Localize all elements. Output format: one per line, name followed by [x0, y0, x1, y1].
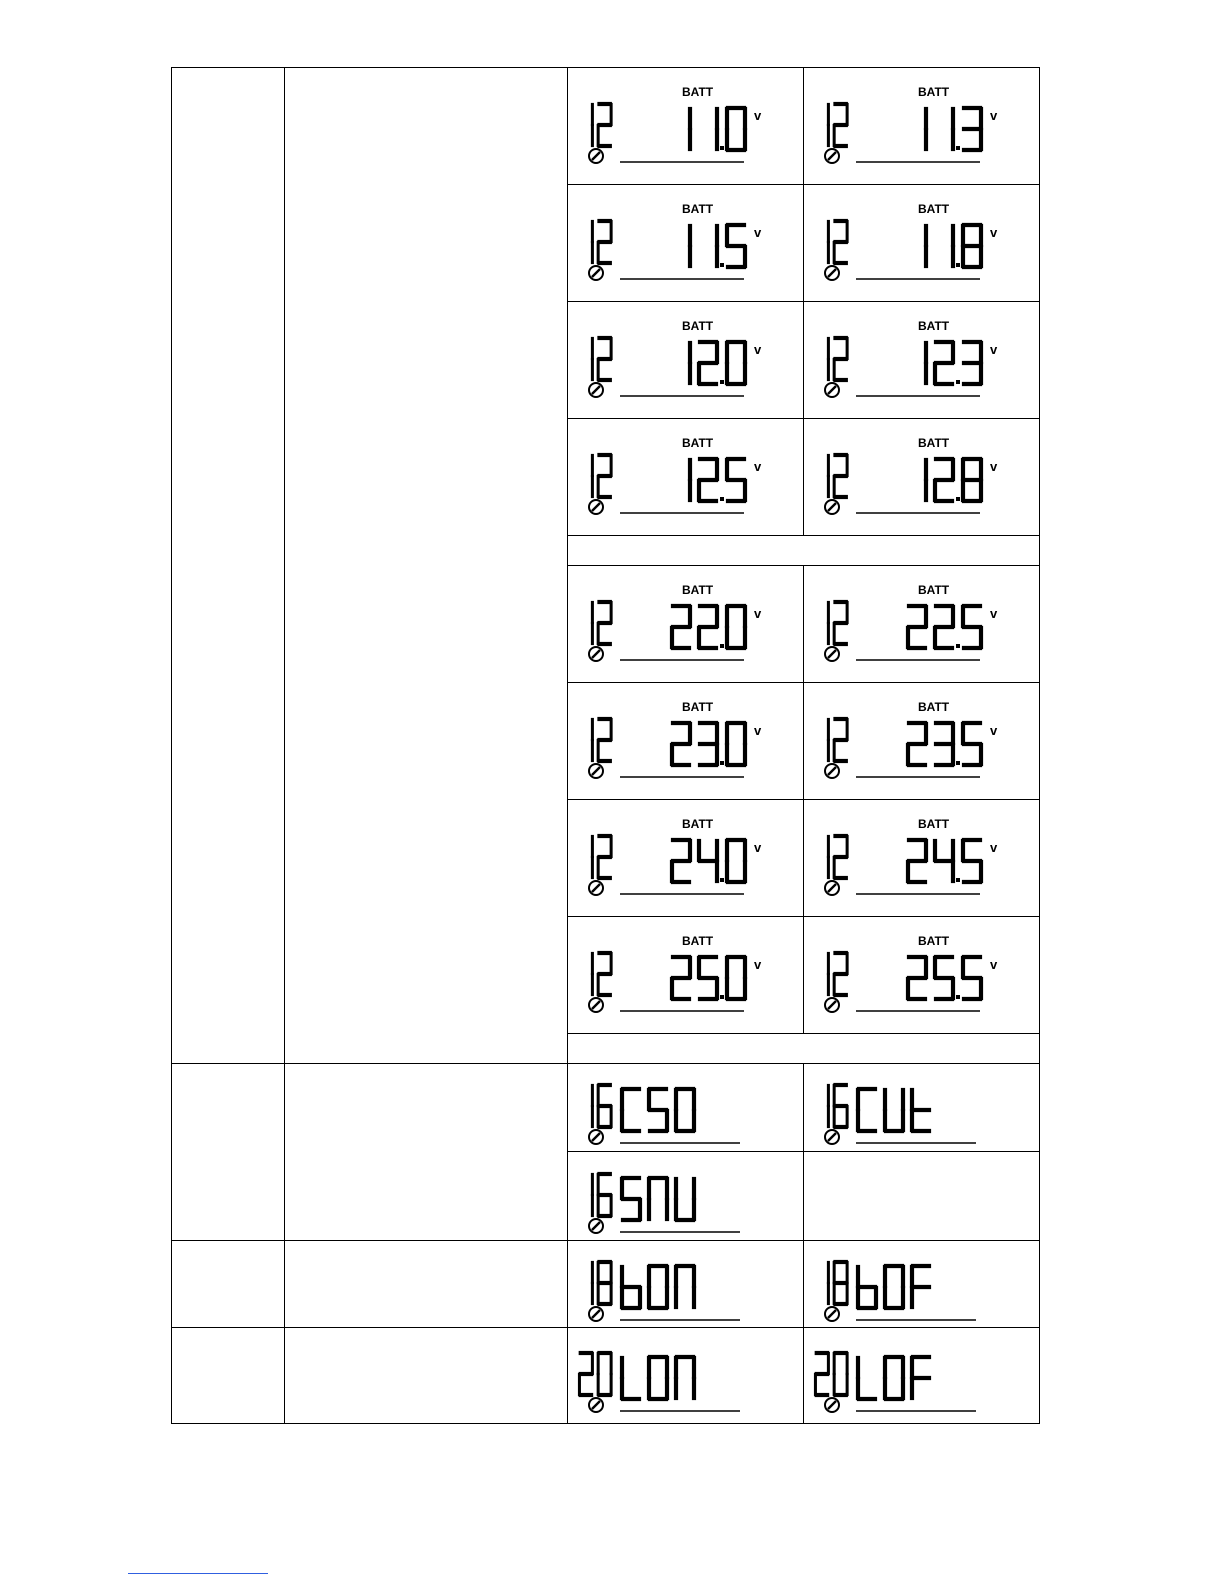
lcd-option-cell: [803, 418, 1040, 536]
wrench-icon: [825, 383, 839, 397]
lcd-display: [810, 1241, 1034, 1328]
decimal-point: [720, 497, 724, 501]
lcd-value: [622, 1357, 694, 1399]
lcd-setting-code: [828, 953, 847, 995]
batt-label: BATT: [682, 319, 714, 333]
lcd-setting-code: [828, 602, 847, 644]
lcd-digit: [672, 957, 690, 999]
lcd-setting-code: [592, 221, 611, 263]
lcd-setting-code: [592, 338, 611, 380]
lcd-setting-code: [592, 455, 611, 497]
lcd-value: [926, 108, 981, 150]
batt-label: BATT: [918, 934, 950, 948]
lcd-digit: [649, 1357, 667, 1399]
lcd-digit: [622, 1267, 640, 1308]
lcd-digit: [727, 606, 745, 648]
lcd-option-cell: [567, 184, 804, 302]
lcd-setting-code: [592, 602, 611, 644]
lcd-digit: [834, 1085, 847, 1127]
lcd-option-cell: [803, 1151, 1040, 1241]
unit-label: v: [990, 459, 998, 474]
batt-label: BATT: [918, 202, 950, 216]
lcd-display: [574, 1328, 798, 1424]
setting-number-cell: [171, 1327, 285, 1424]
decimal-point: [956, 497, 960, 501]
lcd-digit: [676, 1179, 694, 1220]
lcd-value: [690, 459, 745, 501]
lcd-digit: [676, 1357, 694, 1398]
setting-description-cell: [284, 67, 568, 1064]
lcd-digit: [672, 723, 690, 765]
decimal-point: [720, 146, 724, 150]
setting-number-cell: [171, 1240, 285, 1328]
lcd-option-cell: [803, 1240, 1040, 1328]
decimal-point: [956, 146, 960, 150]
lcd-digit: [935, 342, 953, 384]
lcd-value: [672, 606, 745, 648]
lcd-setting-code: [828, 836, 847, 878]
unit-label: v: [990, 840, 998, 855]
lcd-digit: [858, 1358, 875, 1399]
lcd-digit: [727, 225, 745, 267]
lcd-option-cell: [803, 1327, 1040, 1424]
lcd-display: [810, 419, 1034, 536]
lcd-digit: [834, 1262, 847, 1304]
batt-label: BATT: [682, 817, 714, 831]
lcd-digit: [858, 1089, 875, 1131]
lcd-digit: [935, 957, 953, 999]
decimal-point: [720, 380, 724, 384]
batt-label: BATT: [918, 700, 950, 714]
lcd-setting-code: [592, 1085, 611, 1127]
decimal-point: [956, 644, 960, 648]
wrench-icon: [589, 1130, 603, 1144]
lcd-digit: [935, 841, 953, 881]
lcd-value: [858, 1266, 929, 1308]
lcd-option-cell: [567, 1151, 804, 1241]
batt-label: BATT: [682, 85, 714, 99]
lcd-option-cell: [803, 184, 1040, 302]
lcd-display: [574, 1241, 798, 1328]
unit-label: v: [990, 723, 998, 738]
lcd-digit: [598, 953, 611, 995]
batt-label: BATT: [918, 817, 950, 831]
lcd-display: [574, 1064, 798, 1152]
unit-label: v: [754, 606, 762, 621]
lcd-option-cell: [567, 916, 804, 1034]
lcd-digit: [885, 1090, 903, 1131]
lcd-digit: [963, 957, 981, 999]
lcd-digit: [598, 455, 611, 497]
lcd-digit: [598, 221, 611, 263]
lcd-option-cell: [567, 1063, 804, 1152]
lcd-digit: [672, 840, 690, 882]
unit-label: v: [990, 108, 998, 123]
wrench-icon: [589, 500, 603, 514]
setting-description-cell: [284, 1327, 568, 1424]
lcd-setting-code: [828, 1085, 847, 1127]
wrench-icon: [589, 266, 603, 280]
batt-label: BATT: [682, 934, 714, 948]
unit-label: v: [990, 957, 998, 972]
lcd-digit: [699, 606, 717, 648]
lcd-digit: [834, 1353, 847, 1395]
wrench-icon: [589, 881, 603, 895]
lcd-option-cell: [803, 565, 1040, 683]
spacer-row: [567, 535, 1040, 566]
lcd-display: [810, 1328, 1034, 1424]
wrench-icon: [825, 1130, 839, 1144]
lcd-display: [810, 1064, 1034, 1152]
unit-label: v: [754, 459, 762, 474]
lcd-value: [858, 1357, 929, 1399]
lcd-digit: [858, 1267, 876, 1308]
lcd-value: [690, 225, 745, 267]
lcd-value: [858, 1089, 929, 1131]
lcd-digit: [699, 841, 717, 881]
lcd-digit: [815, 1353, 828, 1395]
lcd-digit: [834, 338, 847, 380]
lcd-digit: [727, 108, 745, 150]
unit-label: v: [754, 840, 762, 855]
lcd-digit: [700, 723, 717, 765]
wrench-icon: [825, 1307, 839, 1321]
lcd-digit: [699, 342, 717, 384]
lcd-option-cell: [567, 799, 804, 917]
lcd-digit: [672, 606, 690, 648]
lcd-value: [926, 225, 981, 267]
lcd-digit: [963, 225, 981, 267]
lcd-display: [574, 68, 798, 185]
lcd-digit: [834, 836, 847, 878]
decimal-point: [720, 761, 724, 765]
lcd-digit: [622, 1358, 639, 1399]
lcd-value: [690, 108, 745, 150]
lcd-digit: [598, 1353, 611, 1395]
lcd-display: [574, 566, 798, 683]
wrench-icon: [589, 998, 603, 1012]
lcd-digit: [649, 1178, 667, 1219]
wrench-icon: [589, 1307, 603, 1321]
lcd-digit: [598, 719, 611, 761]
unit-label: v: [990, 225, 998, 240]
lcd-digit: [912, 1357, 929, 1398]
lcd-digit: [622, 1089, 639, 1131]
lcd-option-cell: [567, 682, 804, 800]
batt-label: BATT: [918, 583, 950, 597]
lcd-option-cell: [803, 67, 1040, 185]
lcd-display: [574, 917, 798, 1034]
lcd-value: [672, 840, 745, 882]
lcd-digit: [727, 957, 745, 999]
lcd-display: [574, 800, 798, 917]
unit-label: v: [754, 342, 762, 357]
lcd-digit: [598, 1085, 611, 1127]
unit-label: v: [990, 342, 998, 357]
lcd-setting-code: [815, 1353, 847, 1395]
lcd-value: [622, 1089, 694, 1131]
lcd-digit: [834, 221, 847, 263]
unit-label: v: [990, 606, 998, 621]
decimal-point: [720, 995, 724, 999]
lcd-option-cell: [567, 565, 804, 683]
lcd-setting-code: [579, 1353, 611, 1395]
decimal-point: [956, 263, 960, 267]
lcd-digit: [963, 840, 981, 882]
spacer-row: [567, 1033, 1040, 1064]
lcd-digit: [834, 104, 847, 146]
lcd-setting-code: [828, 338, 847, 380]
lcd-setting-code: [828, 1262, 847, 1304]
lcd-digit: [935, 606, 953, 648]
lcd-digit: [598, 338, 611, 380]
lcd-setting-code: [828, 455, 847, 497]
lcd-value: [622, 1266, 694, 1308]
batt-label: BATT: [682, 583, 714, 597]
lcd-digit: [727, 459, 745, 501]
lcd-option-cell: [803, 799, 1040, 917]
lcd-digit: [908, 957, 926, 999]
lcd-display: [810, 800, 1034, 917]
decimal-point: [956, 761, 960, 765]
lcd-digit: [885, 1357, 903, 1399]
batt-label: BATT: [682, 202, 714, 216]
lcd-digit: [699, 459, 717, 501]
lcd-value: [908, 606, 981, 648]
lcd-digit: [598, 836, 611, 878]
wrench-icon: [825, 647, 839, 661]
lcd-option-cell: [567, 1327, 804, 1424]
lcd-value: [622, 1178, 694, 1220]
lcd-digit: [676, 1266, 694, 1307]
wrench-icon: [589, 149, 603, 163]
lcd-setting-code: [592, 104, 611, 146]
lcd-digit: [676, 1089, 694, 1131]
lcd-option-cell: [803, 1063, 1040, 1152]
lcd-setting-code: [592, 719, 611, 761]
lcd-digit: [908, 606, 926, 648]
lcd-digit: [579, 1353, 592, 1395]
lcd-digit: [834, 953, 847, 995]
lcd-value: [908, 840, 981, 882]
lcd-setting-code: [592, 1262, 611, 1304]
lcd-digit: [727, 840, 745, 882]
decimal-point: [956, 995, 960, 999]
batt-label: BATT: [918, 85, 950, 99]
lcd-digit: [598, 602, 611, 644]
lcd-value: [926, 342, 981, 384]
unit-label: v: [754, 723, 762, 738]
decimal-point: [956, 380, 960, 384]
batt-label: BATT: [918, 319, 950, 333]
batt-label: BATT: [682, 436, 714, 450]
unit-label: v: [754, 225, 762, 240]
lcd-display: [810, 683, 1034, 800]
lcd-setting-code: [828, 719, 847, 761]
lcd-digit: [699, 957, 717, 999]
lcd-digit: [908, 723, 926, 765]
lcd-display: [810, 566, 1034, 683]
lcd-display: [574, 302, 798, 419]
wrench-icon: [589, 647, 603, 661]
lcd-value: [926, 459, 981, 501]
wrench-icon: [589, 764, 603, 778]
decimal-point: [720, 878, 724, 882]
unit-label: v: [754, 957, 762, 972]
wrench-icon: [825, 500, 839, 514]
lcd-option-cell: [567, 67, 804, 185]
wrench-icon: [589, 1398, 603, 1412]
lcd-digit: [963, 459, 981, 501]
lcd-digit: [963, 723, 981, 765]
lcd-option-cell: [803, 916, 1040, 1034]
decimal-point: [720, 263, 724, 267]
lcd-digit: [935, 459, 953, 501]
lcd-digit: [912, 1266, 929, 1307]
lcd-digit: [908, 840, 926, 882]
lcd-display: [574, 683, 798, 800]
unit-label: v: [754, 108, 762, 123]
setting-description-cell: [284, 1063, 568, 1241]
lcd-digit: [598, 1174, 611, 1216]
lcd-digit: [912, 1090, 929, 1131]
lcd-value: [690, 342, 745, 384]
wrench-icon: [589, 1219, 603, 1233]
lcd-setting-code: [592, 1174, 611, 1216]
lcd-value: [672, 723, 745, 765]
lcd-setting-code: [828, 221, 847, 263]
lcd-digit: [964, 108, 981, 150]
lcd-digit: [649, 1266, 667, 1308]
batt-label: BATT: [918, 436, 950, 450]
lcd-display: [574, 185, 798, 302]
lcd-digit: [936, 723, 953, 765]
wrench-icon: [825, 764, 839, 778]
lcd-option-cell: [567, 301, 804, 419]
decimal-point: [956, 878, 960, 882]
lcd-display: [810, 302, 1034, 419]
lcd-option-cell: [567, 418, 804, 536]
wrench-icon: [825, 266, 839, 280]
setting-description-cell: [284, 1240, 568, 1328]
wrench-icon: [825, 881, 839, 895]
lcd-display: [810, 68, 1034, 185]
lcd-display: [810, 917, 1034, 1034]
lcd-digit: [834, 602, 847, 644]
lcd-digit: [622, 1178, 640, 1220]
decimal-point: [720, 644, 724, 648]
lcd-digit: [598, 1262, 611, 1304]
wrench-icon: [825, 1398, 839, 1412]
lcd-digit: [727, 342, 745, 384]
wrench-icon: [589, 383, 603, 397]
lcd-digit: [963, 606, 981, 648]
lcd-digit: [598, 104, 611, 146]
lcd-option-cell: [567, 1240, 804, 1328]
lcd-digit: [834, 719, 847, 761]
lcd-display: [574, 419, 798, 536]
lcd-digit: [834, 455, 847, 497]
lcd-setting-code: [828, 104, 847, 146]
lcd-option-cell: [803, 301, 1040, 419]
wrench-icon: [825, 998, 839, 1012]
lcd-option-cell: [803, 682, 1040, 800]
wrench-icon: [825, 149, 839, 163]
lcd-display: [574, 1152, 798, 1241]
lcd-digit: [885, 1266, 903, 1308]
lcd-value: [908, 957, 981, 999]
batt-label: BATT: [682, 700, 714, 714]
lcd-value: [908, 723, 981, 765]
lcd-setting-code: [592, 953, 611, 995]
lcd-digit: [964, 342, 981, 384]
lcd-display: [810, 185, 1034, 302]
lcd-digit: [649, 1089, 667, 1131]
lcd-setting-code: [592, 836, 611, 878]
lcd-digit: [727, 723, 745, 765]
setting-number-cell: [171, 1063, 285, 1241]
setting-number-cell: [171, 67, 285, 1064]
footer-link-line: [128, 1573, 268, 1574]
lcd-value: [672, 957, 745, 999]
